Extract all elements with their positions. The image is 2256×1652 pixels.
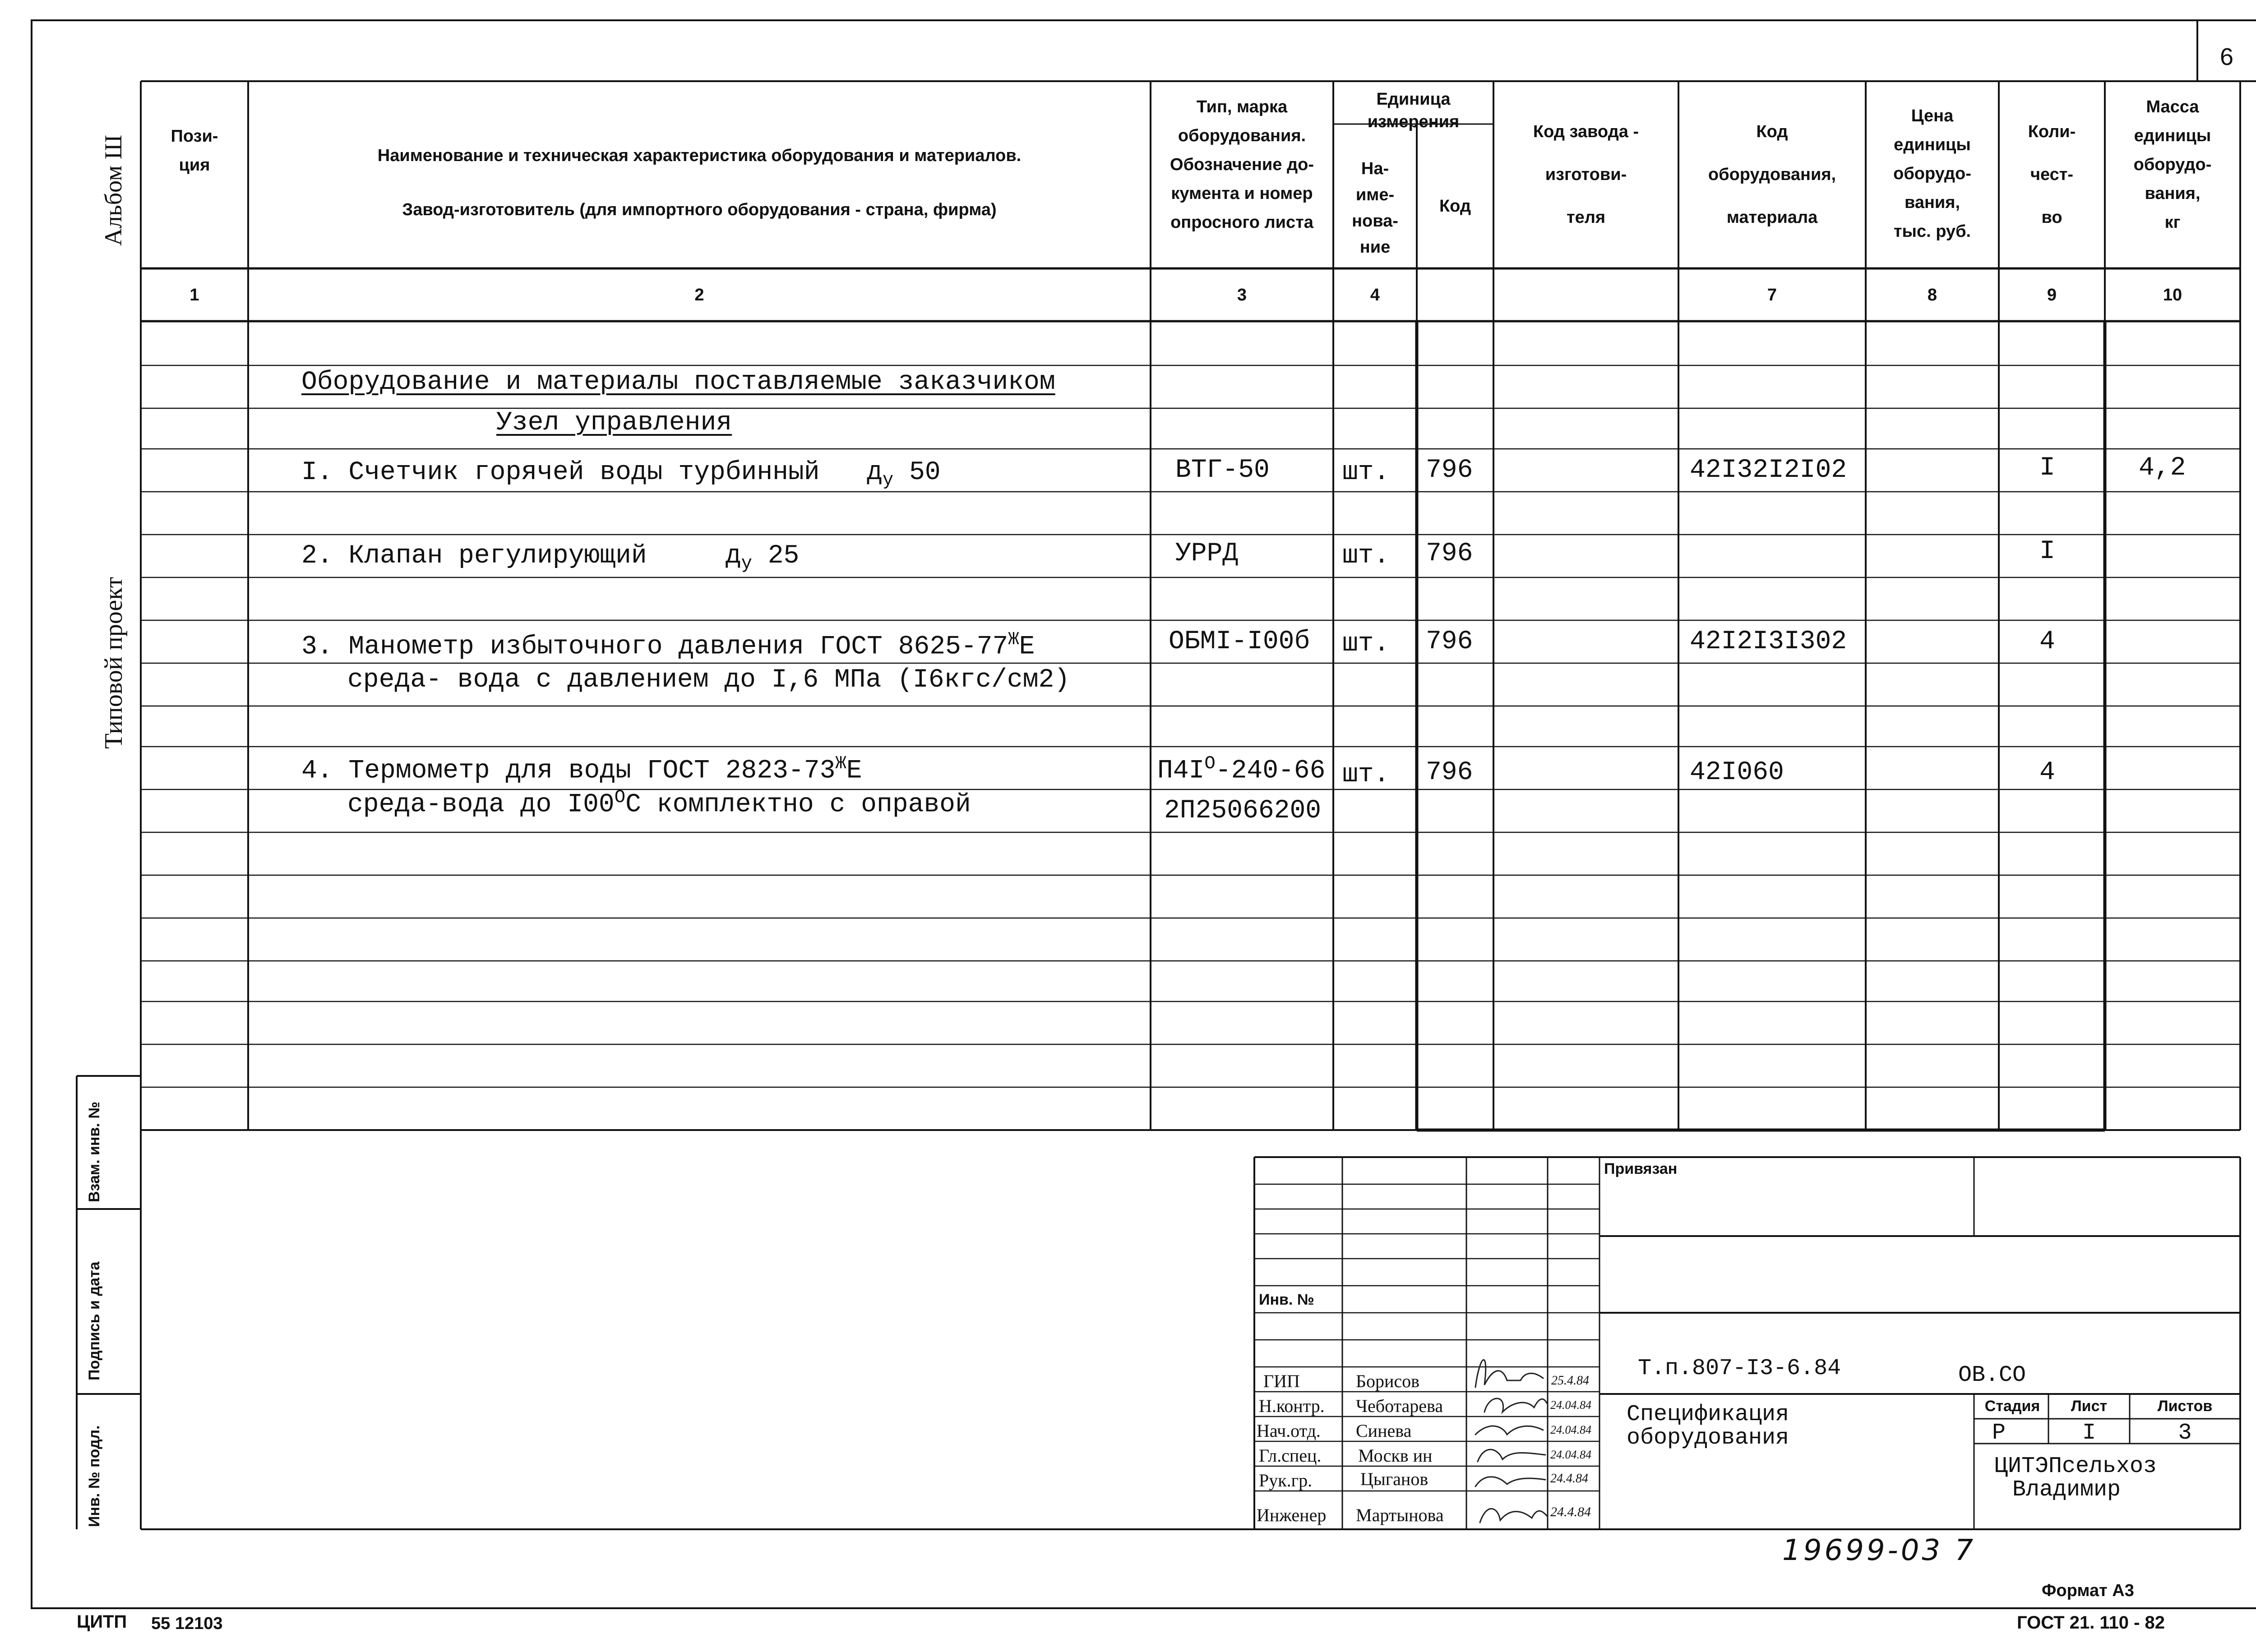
document-code: Т.п.807-I3-6.84	[1638, 1356, 1841, 1381]
staff-name: Мартынова	[1356, 1505, 1444, 1525]
item-quantity: 4	[2039, 758, 2055, 787]
item-name: 3. Манометр избыточного давления ГОСТ $8625-77^ЖЕ$	[301, 629, 1035, 662]
staff-date: 24.04.84	[1550, 1423, 1591, 1436]
item-description: среда-вода до $I00^ОС$ комплектно с оправой	[347, 787, 971, 820]
stamp-sign-date: Подпись и дата	[86, 1261, 103, 1380]
col-number: 7	[1767, 286, 1777, 305]
header-col4: На- име- нова- ние	[1352, 159, 1398, 257]
item-description: среда- вода с давлением до I,6 МПа (I6кгс/см2)	[347, 665, 1070, 695]
stage-label: Стадия	[1984, 1398, 2040, 1415]
staff-date: 25.4.84	[1551, 1374, 1589, 1388]
item-quantity: I	[2039, 537, 2055, 566]
sheets-label: Листов	[2157, 1398, 2213, 1415]
header-col5: Код завода - изготови- теля	[1533, 122, 1639, 227]
item-unit: шт.	[1342, 760, 1390, 789]
staff-date: 24.4.84	[1550, 1472, 1588, 1486]
staff-name: Москв ин	[1358, 1445, 1433, 1466]
project-label: Типовой проект	[100, 577, 128, 749]
item-type: $П4I^О-240-66$	[1157, 753, 1326, 786]
col-number: 8	[1927, 286, 1937, 305]
staff-name: Цыганов	[1360, 1469, 1428, 1489]
footer-right-standard: ГОСТ 21. 110 - 82	[2017, 1613, 2165, 1633]
album-label: Альбом Ш	[100, 134, 127, 246]
stage-value: Р	[1992, 1420, 2006, 1446]
section-title: Оборудование и материалы поставляемые заказчиком	[301, 368, 1055, 397]
col-number: 10	[2163, 286, 2182, 305]
item-equipment-code: 42I060	[1690, 758, 1784, 787]
inv-no-label: Инв. №	[1259, 1291, 1314, 1308]
item-equipment-code: 42I32I2I02	[1690, 456, 1847, 485]
footer-left-code: 55 12103	[151, 1614, 223, 1633]
item-name: 2. Клапан регулирующий $д_у$ 25	[301, 541, 800, 574]
item-type: ВТГ-50	[1175, 456, 1270, 485]
staff-role: Рук.гр.	[1259, 1470, 1313, 1490]
col-number: 3	[1237, 286, 1247, 305]
header-col9: Коли- чест- во	[2028, 122, 2076, 227]
staff-name: Борисов	[1356, 1371, 1420, 1391]
stamp-inv-podl: Инв. № подл.	[86, 1425, 103, 1527]
item-name: 4. Термометр для воды ГОСТ $2823-73^ЖЕ$	[301, 753, 862, 786]
item-unit-code: 796	[1426, 758, 1473, 787]
staff-role: Инженер	[1257, 1505, 1327, 1525]
staff-date: 24.4.84	[1550, 1504, 1591, 1519]
item-type: УРРД	[1175, 539, 1239, 568]
sheets-value: 3	[2178, 1420, 2192, 1446]
staff-date: 24.04.84	[1550, 1448, 1591, 1461]
staff-role: Гл.спец.	[1259, 1445, 1322, 1466]
sheet-number: 6	[2220, 43, 2234, 70]
col-number: 4	[1370, 286, 1380, 305]
item-quantity: 4	[2039, 627, 2055, 656]
staff-name: Чеботарева	[1356, 1396, 1443, 1416]
item-quantity: I	[2039, 453, 2055, 483]
staff-date: 24.04.84	[1550, 1398, 1591, 1412]
organization: ЦИТЭПсельхоз Владимир	[1994, 1454, 2157, 1503]
col-number: 9	[2047, 286, 2057, 305]
section-subtitle: Узел управления	[496, 408, 732, 438]
item-type-secondary: 2П25066200	[1164, 796, 1322, 826]
item-unit-code: 796	[1426, 539, 1473, 568]
format-label: Формат А3	[2042, 1581, 2134, 1600]
header-col7: Код оборудования, материала	[1708, 122, 1836, 227]
header-code: Код	[1439, 197, 1471, 216]
item-unit-code: 796	[1426, 627, 1473, 656]
header-col1: Пози- ция	[171, 127, 218, 175]
item-name: I. Счетчик горячей воды турбинный $д_у$ 50	[301, 458, 941, 491]
staff-name: Синева	[1356, 1421, 1412, 1441]
item-type: ОБМI-I00б	[1169, 627, 1310, 656]
header-col2: Наименование и техническая характеристика оборудования и материалов. Завод-изготовитель (для импортного оборудования - страна, фирма)	[377, 146, 1022, 219]
archive-number: 19699-03 7	[1782, 1534, 1976, 1567]
col-number: 2	[694, 286, 704, 305]
item-unit-code: 796	[1426, 456, 1473, 485]
item-unit: шт.	[1342, 458, 1390, 487]
header-col3: Тип, марка оборудования. Обозначение до- кумента и номер опросного листа	[1170, 97, 1314, 232]
item-unit: шт.	[1342, 629, 1390, 659]
staff-role: Нач.отд.	[1257, 1421, 1321, 1441]
item-equipment-code: 42I2I3I302	[1690, 627, 1847, 656]
footer-left-org: ЦИТП	[77, 1612, 127, 1632]
privyazan-label: Привязан	[1604, 1160, 1678, 1177]
item-unit: шт.	[1342, 541, 1390, 571]
header-unit-group: Единица измерения	[1367, 90, 1460, 131]
sheet-value: I	[2082, 1420, 2096, 1446]
document-suffix: ОВ.СО	[1958, 1362, 2026, 1388]
header-col10: Масса единицы оборудо- вания, кг	[2133, 97, 2212, 232]
col-number: 1	[190, 286, 199, 305]
header-col8: Цена единицы оборудо- вания, тыс. руб.	[1893, 106, 1971, 241]
staff-role: Н.контр.	[1259, 1396, 1325, 1416]
staff-role: ГИП	[1263, 1371, 1300, 1391]
item-mass: 4,2	[2139, 453, 2186, 483]
document-title: Спецификация оборудования	[1627, 1402, 1789, 1451]
stamp-inv-vzam: Взам. инв. №	[86, 1101, 103, 1202]
sheet-label: Лист	[2071, 1398, 2108, 1415]
